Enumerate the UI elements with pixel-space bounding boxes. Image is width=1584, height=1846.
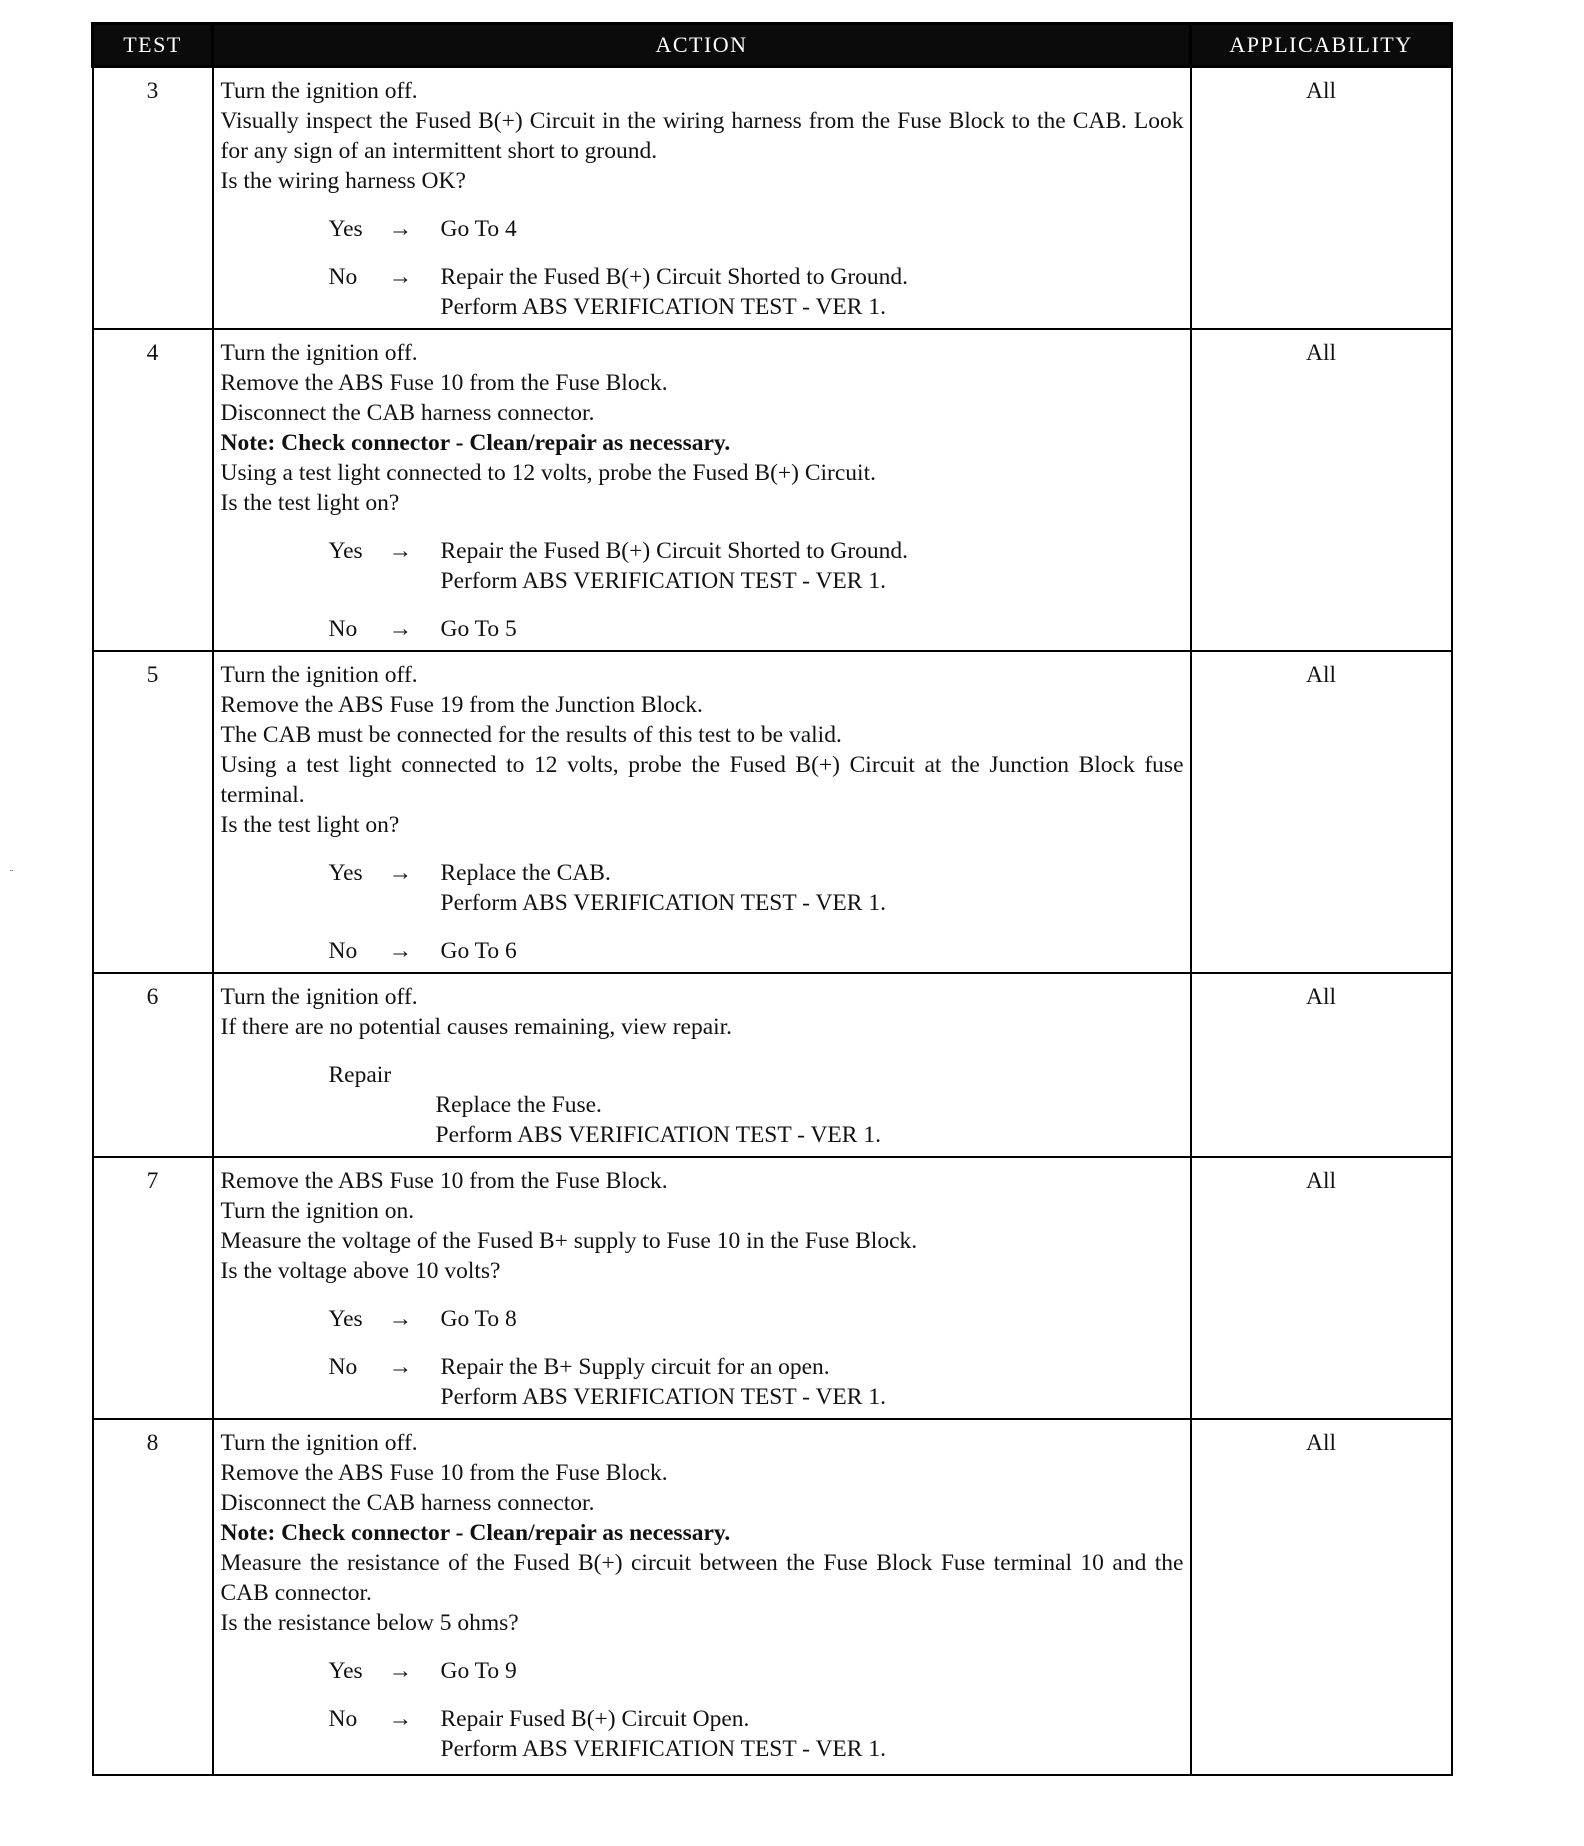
action-line: Disconnect the CAB harness connector.: [220, 400, 595, 426]
applicability: All: [1191, 67, 1452, 330]
yes-label: Yes: [328, 1658, 363, 1684]
action-line: Remove the ABS Fuse 10 from the Fuse Block.: [220, 1460, 668, 1486]
table-row: [93, 329, 1452, 651]
action-question: Is the voltage above 10 volts?: [220, 1258, 501, 1284]
no-result: [441, 1352, 1184, 1412]
no-result: [441, 262, 1184, 322]
result-line: Repair the Fused B(+) Circuit Shorted to Ground.: [440, 264, 909, 290]
no-option: [221, 1704, 1184, 1764]
action-line: Remove the ABS Fuse 10 from the Fuse Block.: [220, 1168, 668, 1194]
result-line: Repair the B+ Supply circuit for an open.: [440, 1354, 830, 1380]
yes-option: [221, 536, 1184, 596]
yes-result: [441, 1304, 1184, 1334]
applicability: All: [1191, 329, 1452, 651]
no-option: [221, 614, 1184, 644]
repair-label: Repair: [328, 1062, 392, 1088]
yes-result: [441, 214, 1184, 244]
no-label: No: [328, 938, 358, 964]
action-line: Turn the ignition on.: [220, 1198, 415, 1224]
no-result: [441, 1704, 1184, 1764]
action-question: Is the resistance below 5 ohms?: [220, 1610, 519, 1636]
result-line: Go To 4: [440, 216, 517, 242]
result-line: Replace the CAB.: [440, 860, 611, 886]
no-option: [221, 936, 1184, 966]
arrow-icon: →: [388, 1306, 412, 1332]
action-question: Is the test light on?: [220, 812, 400, 838]
action-line: Disconnect the CAB harness connector.: [220, 1490, 595, 1516]
repair-result: [436, 1090, 1184, 1150]
diagnostic-test-table: [91, 22, 1453, 1776]
result-line: Perform ABS VERIFICATION TEST - VER 1.: [440, 890, 886, 916]
header-action: ACTION: [213, 24, 1191, 67]
no-label: No: [328, 1354, 358, 1380]
yes-label: Yes: [328, 538, 363, 564]
action-line: Turn the ignition off.: [220, 1430, 418, 1456]
no-label: No: [328, 616, 358, 642]
action-line: Remove the ABS Fuse 10 from the Fuse Block.: [220, 370, 668, 396]
no-option: [221, 262, 1184, 322]
scan-speck: [10, 870, 13, 871]
no-label: No: [328, 1706, 358, 1732]
result-line: Go To 6: [440, 938, 517, 964]
no-label: No: [328, 264, 358, 290]
action-cell: [213, 1419, 1191, 1775]
result-line: Perform ABS VERIFICATION TEST - VER 1.: [440, 294, 886, 320]
applicability: All: [1191, 651, 1452, 973]
arrow-icon: →: [388, 1706, 412, 1732]
yes-option: [221, 1304, 1184, 1334]
yes-result: [441, 1656, 1184, 1686]
arrow-icon: →: [388, 264, 412, 290]
action-cell: [213, 973, 1191, 1157]
yes-result: [441, 858, 1184, 918]
test-number: 8: [93, 1419, 213, 1775]
result-line: Go To 5: [440, 616, 517, 642]
test-number: 5: [93, 651, 213, 973]
yes-label: Yes: [328, 216, 363, 242]
arrow-icon: →: [388, 1658, 412, 1684]
action-cell: [213, 329, 1191, 651]
action-cell: [213, 651, 1191, 973]
test-number: 7: [93, 1157, 213, 1419]
arrow-icon: →: [388, 1354, 412, 1380]
action-line: Remove the ABS Fuse 19 from the Junction Block.: [220, 692, 703, 718]
table-row: [93, 1157, 1452, 1419]
arrow-icon: →: [388, 938, 412, 964]
no-result: [441, 936, 1184, 966]
result-line: Go To 9: [440, 1658, 517, 1684]
action-line: Turn the ignition off.: [220, 984, 418, 1010]
note-line: Note: Check connector - Clean/repair as necessary.: [220, 430, 731, 456]
arrow-icon: →: [388, 216, 412, 242]
test-number: 4: [93, 329, 213, 651]
result-line: Perform ABS VERIFICATION TEST - VER 1.: [440, 568, 886, 594]
table-row: [93, 651, 1452, 973]
table-row: [93, 67, 1452, 330]
header-test: TEST: [93, 24, 213, 67]
no-result: [441, 614, 1184, 644]
action-cell: [213, 67, 1191, 330]
action-line: Measure the resistance of the Fused B(+) circuit between the Fuse Block Fuse terminal 10 and the CAB connector.: [220, 1550, 1190, 1606]
no-option: [221, 1352, 1184, 1412]
yes-label: Yes: [328, 1306, 363, 1332]
action-cell: [213, 1157, 1191, 1419]
action-question: Is the test light on?: [220, 490, 400, 516]
table-header-row: [93, 24, 1452, 67]
applicability: All: [1191, 1419, 1452, 1775]
applicability: All: [1191, 973, 1452, 1157]
yes-result: [441, 536, 1184, 596]
yes-option: [221, 214, 1184, 244]
arrow-icon: →: [388, 538, 412, 564]
result-line: Go To 8: [440, 1306, 517, 1332]
action-line: The CAB must be connected for the results of this test to be valid.: [220, 722, 842, 748]
action-line: Turn the ignition off.: [220, 78, 418, 104]
result-line: Repair the Fused B(+) Circuit Shorted to Ground.: [440, 538, 909, 564]
action-line: Measure the voltage of the Fused B+ supply to Fuse 10 in the Fuse Block.: [220, 1228, 918, 1254]
action-line: If there are no potential causes remaining, view repair.: [220, 1014, 733, 1040]
applicability: All: [1191, 1157, 1452, 1419]
action-line: Turn the ignition off.: [220, 340, 418, 366]
result-line: Perform ABS VERIFICATION TEST - VER 1.: [440, 1736, 886, 1762]
test-number: 3: [93, 67, 213, 330]
result-line: Perform ABS VERIFICATION TEST - VER 1.: [440, 1384, 886, 1410]
arrow-icon: →: [388, 860, 412, 886]
action-line: Visually inspect the Fused B(+) Circuit in the wiring harness from the Fuse Block to the CAB. Look for any sign of an intermittent short to ground.: [220, 108, 1190, 164]
action-line: Turn the ignition off.: [220, 662, 418, 688]
test-number: 6: [93, 973, 213, 1157]
action-line: Using a test light connected to 12 volts, probe the Fused B(+) Circuit.: [220, 460, 876, 486]
action-question: Is the wiring harness OK?: [220, 168, 466, 194]
yes-label: Yes: [328, 860, 363, 886]
yes-option: [221, 1656, 1184, 1686]
note-line: Note: Check connector - Clean/repair as necessary.: [220, 1520, 731, 1546]
result-line: Replace the Fuse.: [435, 1092, 602, 1118]
arrow-icon: →: [388, 616, 412, 642]
action-line: Using a test light connected to 12 volts, probe the Fused B(+) Circuit at the Junction Block fuse terminal.: [220, 752, 1190, 808]
table-row: [93, 973, 1452, 1157]
table-row: [93, 1419, 1452, 1775]
header-applicability: APPLICABILITY: [1191, 24, 1452, 67]
result-line: Perform ABS VERIFICATION TEST - VER 1.: [435, 1122, 881, 1148]
yes-option: [221, 858, 1184, 918]
result-line: Repair Fused B(+) Circuit Open.: [440, 1706, 750, 1732]
